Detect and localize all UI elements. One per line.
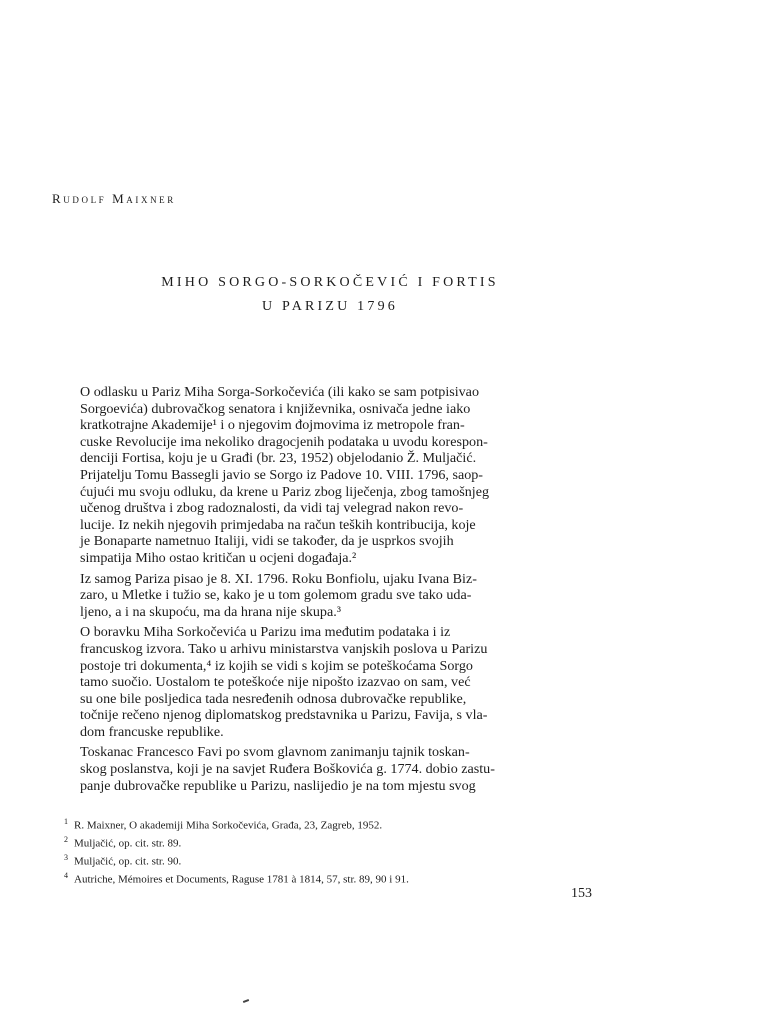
footnote: $^1$ R. Maixner, O akademiji Miha Sorkočevića, Građa, 23, Zagreb, 1952. (64, 817, 383, 832)
page-number: 153 (571, 886, 592, 901)
text-line: zaro, u Mletke i tužio se, kako je u tom golemom gradu sve tako uda- (80, 587, 472, 604)
text-line: je Bonaparte nametnuo Italiji, vidi se također, da je usprkos svojih (80, 533, 454, 550)
text-line: denciji Fortisa, koju je u Građi (br. 23, 1952) objelodanio Ž. Muljačić. (80, 450, 477, 467)
text-line: O boravku Miha Sorkočevića u Parizu ima međutim podataka i iz (80, 624, 451, 641)
text-line: ljeno, a i na skupoću, ma da hrana nije skupa.³ (80, 603, 341, 620)
paragraph (80, 744, 598, 794)
paragraph (80, 624, 598, 740)
text-line: O odlasku u Pariz Miha Sorga-Sorkočevića (ili kako se sam potpisivao (80, 384, 479, 400)
text-line: panje dubrovačke republike u Parizu, naslijedio je na tom mjestu svog (80, 777, 476, 794)
article-title-line-2: U PARIZU 1796 (262, 299, 398, 314)
text-line: tamo suočio. Uostalom te poteškoće nije nipošto izazvao on sam, već (80, 674, 471, 691)
text-line: cuske Revolucije ima nekoliko dragocjenih podataka u uvodu korespon- (80, 433, 488, 450)
paragraph (80, 571, 598, 621)
text-line: simpatija Miho ostao kritičan u ocjeni događaja.² (80, 549, 357, 566)
scan-speck (243, 999, 249, 1003)
text-line: Prijatelju Tomu Bassegli javio se Sorgo iz Padove 10. VIII. 1796, saop- (80, 466, 483, 483)
text-line: skog poslanstva, koji je na savjet Ruđera Boškovića g. 1774. dobio zastu- (80, 761, 495, 778)
text-line: su one bile posljedica tada nesređenih odnosa dubrovačke republike, (80, 690, 467, 707)
text-line: kratkotrajne Akademije¹ i o njegovim đojmovima iz metropole fran- (80, 417, 465, 434)
footnote: $^2$ Muljačić, op. cit. str. 89. (64, 835, 182, 850)
author-name: Rudolf Maixner (52, 191, 176, 206)
text-line: lucije. Iz nekih njegovih primjedaba na račun teških kontribucija, koje (80, 516, 476, 533)
text-line: Sorgoevića) dubrovačkog senatora i književnika, osnivača jedne iako (80, 400, 471, 417)
text-line: postoje tri dokumenta,⁴ iz kojih se vidi s kojim se poteškoćama Sorgo (80, 657, 473, 674)
article-title-line-1: MIHO SORGO-SORKOČEVIĆ I FORTIS (161, 275, 499, 290)
text-line: Toskanac Francesco Favi po svom glavnom zanimanju tajnik toskan- (80, 744, 470, 761)
text-line: dom francuske republike. (80, 723, 224, 740)
body-text (80, 384, 598, 798)
text-line: točnije rečeno njenog diplomatskog predstavnika u Parizu, Favija, s vla- (80, 707, 488, 724)
footnote: $^4$ Autriche, Mémoires et Documents, Raguse 1781 à 1814, 57, str. 89, 90 i 91. (64, 871, 409, 887)
text-line: Iz samog Pariza pisao je 8. XI. 1796. Roku Bonfiolu, ujaku Ivana Biz- (80, 570, 477, 587)
text-line: učenog društva i zbog radoznalosti, da vidi taj velegrad nakon revo- (80, 500, 464, 517)
footnote: $^3$ Muljačić, op. cit. str. 90. (64, 853, 182, 868)
paragraph (80, 384, 598, 567)
text-line: ćujući mu svoju odluku, da krene u Pariz zbog liječenja, zbog tamošnjeg (80, 483, 490, 500)
footnotes (64, 815, 584, 888)
text-line: francuskog izvora. Tako u arhivu ministarstva vanjskih poslova u Parizu (80, 640, 488, 657)
